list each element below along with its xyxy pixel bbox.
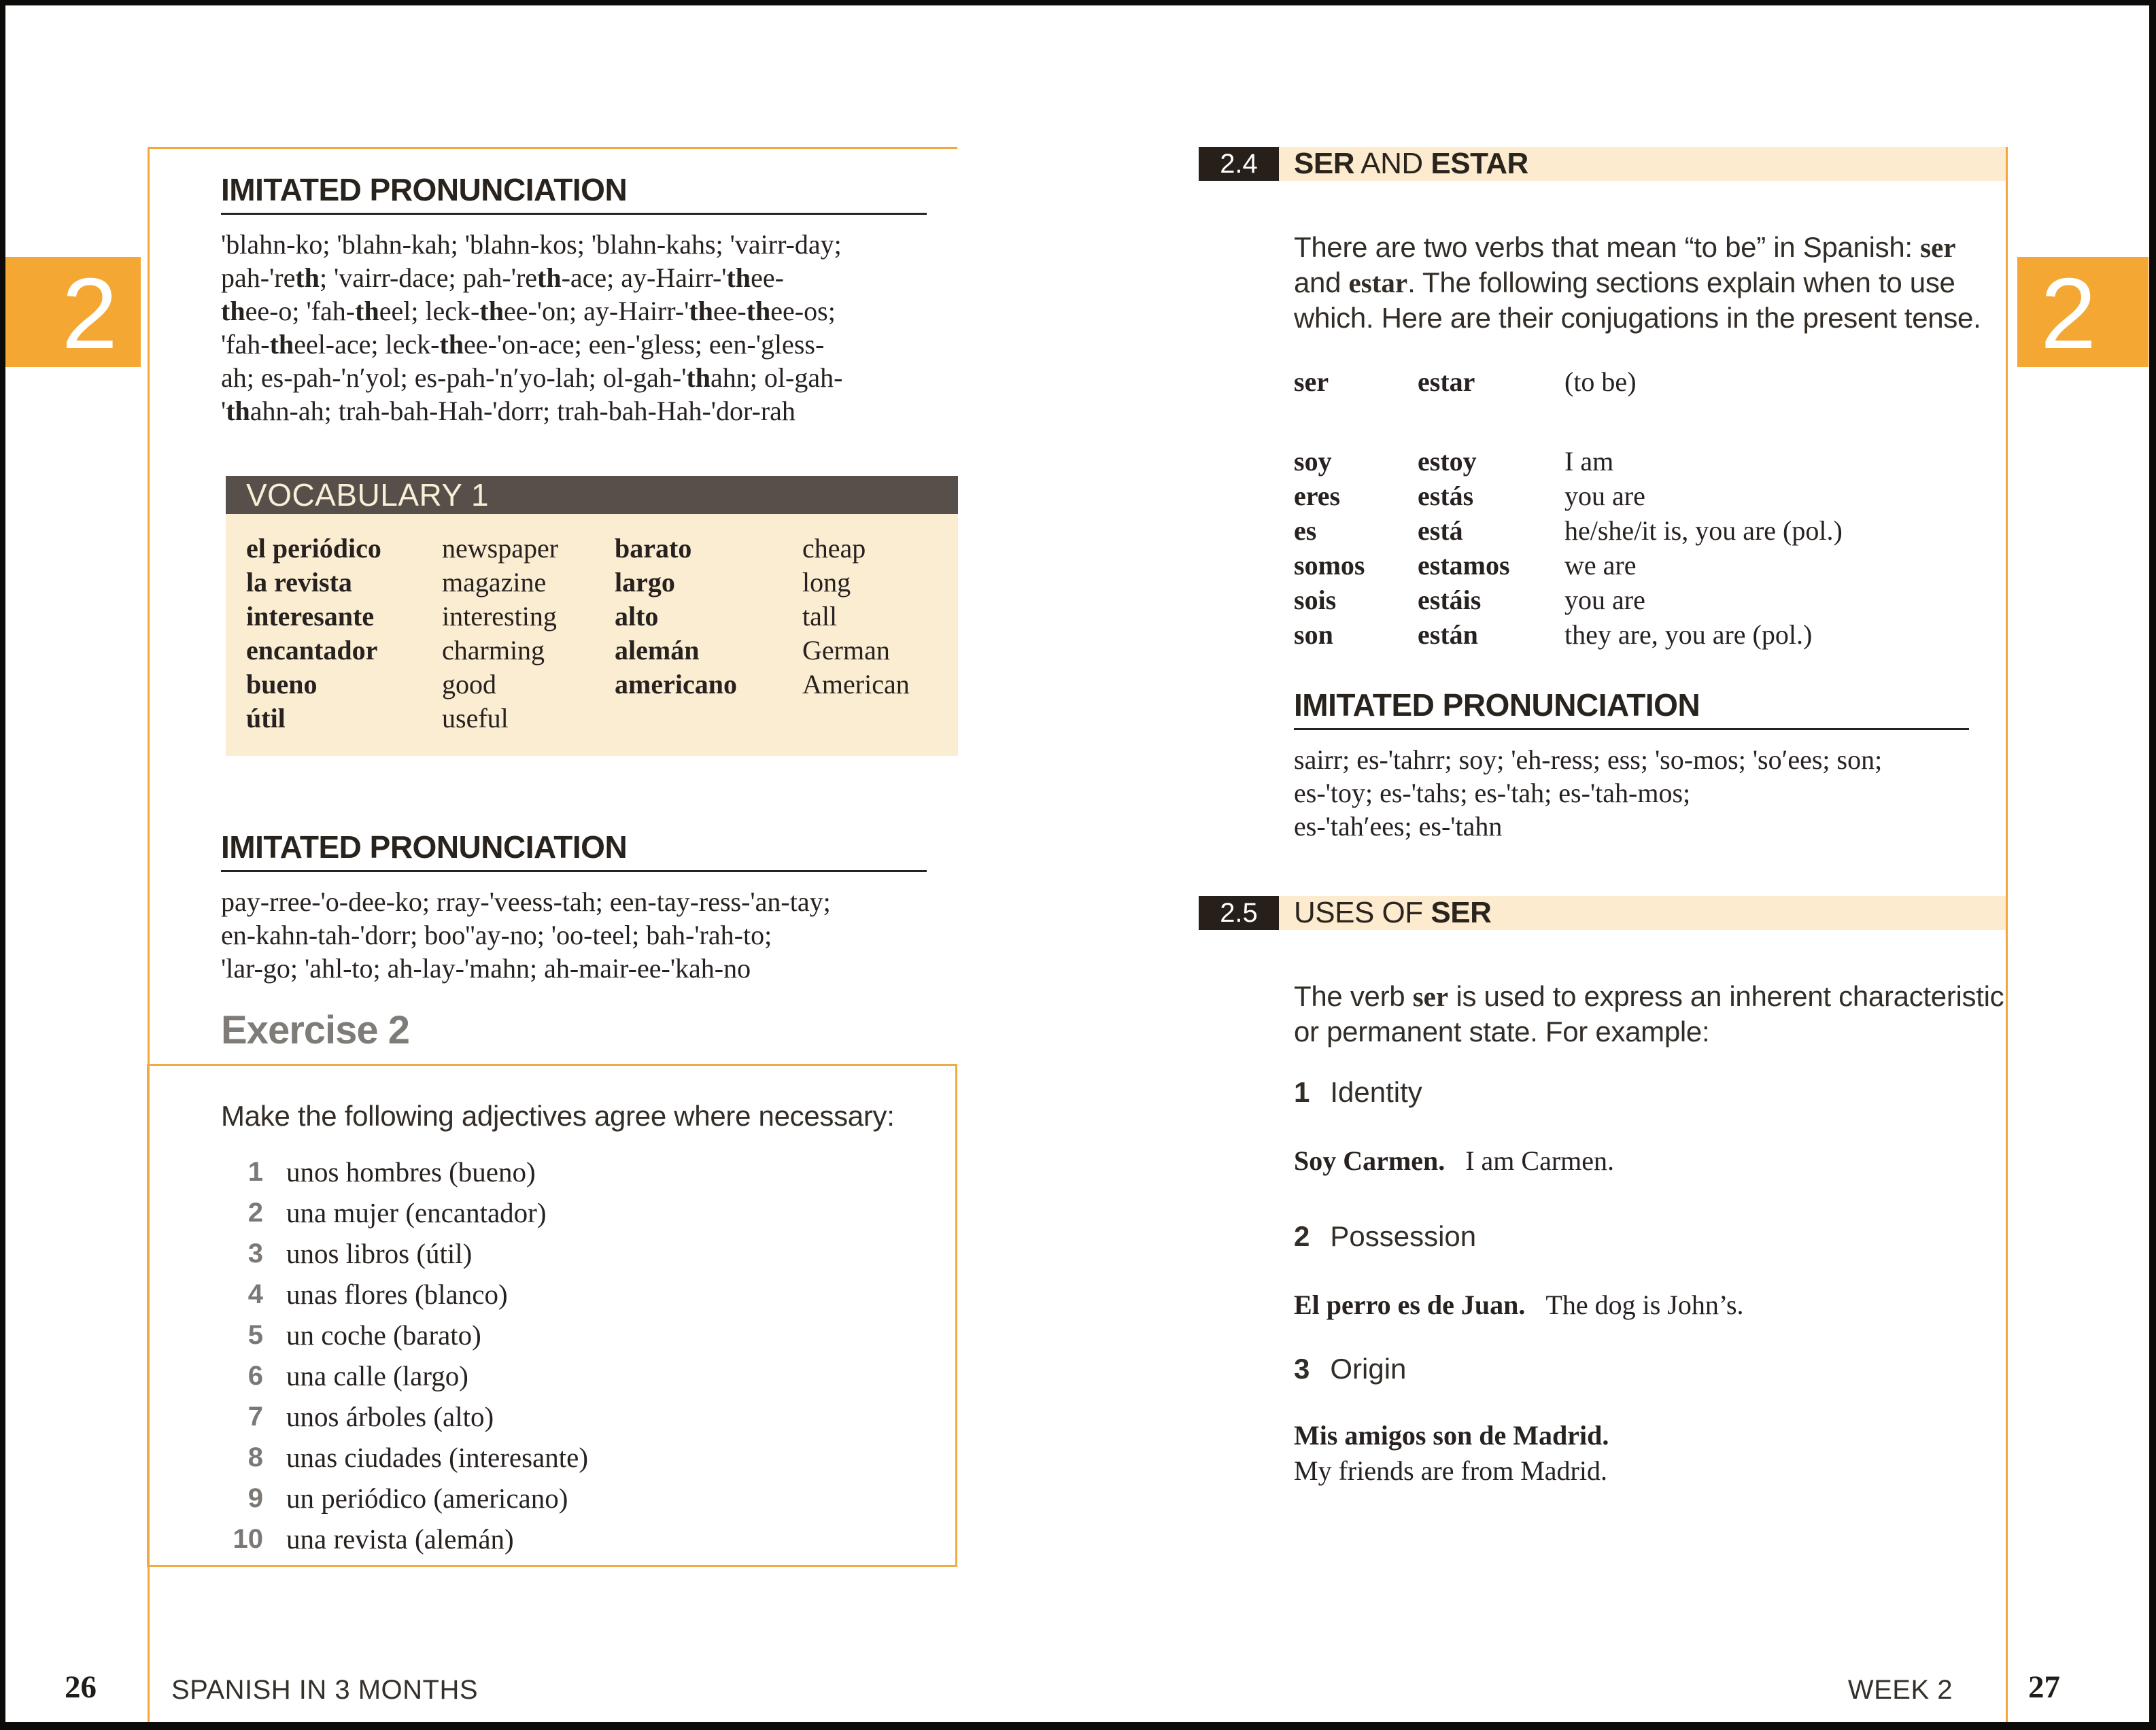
use-1-number: 1 — [1294, 1076, 1310, 1108]
conjugation-row: ser estar (to be) — [1294, 366, 1637, 397]
vocab-row: la revista magazine largo long — [246, 567, 851, 598]
exercise-item-list — [149, 1152, 955, 1559]
section-2-5-header-bar — [1199, 896, 2006, 930]
use-3-label — [1294, 1353, 1406, 1385]
conjugation-row: somos estamos we are — [1294, 550, 1637, 581]
exercise-item: 10 una revista (alemán) — [233, 1523, 514, 1555]
exercise-item: 3 unos libros (útil) — [247, 1238, 473, 1269]
chapter-tab-right: 2 — [2017, 257, 2149, 367]
vocab-row: el periódico newspaper barato cheap — [246, 533, 866, 564]
pronunciation-text-right: sairr; es-'tahrr; soy; 'eh-ress; ess; 'so-mos; 'so′ees; son; es-'toy; es-'tahs; es-'tah; es-'tah-mos; es-'tah′ees; es-'tahn — [1294, 744, 1883, 842]
running-footer-right: WEEK 2 — [1847, 1675, 1953, 1705]
exercise-item: 6 una calle (largo) — [247, 1360, 468, 1391]
running-footer-left: SPANISH IN 3 MONTHS — [171, 1675, 479, 1705]
section-2-5-number-badge: 2.5 — [1199, 896, 1279, 930]
use-1-text: Identity — [1330, 1076, 1422, 1108]
vocab-row: interesante interesting alto tall — [246, 601, 838, 632]
exercise-title: Exercise 2 — [221, 1008, 410, 1052]
use-1-example — [1294, 1145, 1614, 1177]
use-1-label — [1294, 1076, 1422, 1109]
vocab-row: encantador charming alemán German — [246, 635, 890, 665]
conjugation-row: eres estás you are — [1294, 481, 1645, 511]
vocab-row: bueno good americano American — [246, 669, 910, 699]
paper — [5, 5, 2149, 1722]
left-page-top-rule — [148, 147, 957, 149]
section-2-4-intro-paragraph: There are two verbs that mean “to be” in Spanish: ser and estar. The following sections explain when to use which. Here are their conjugations in the present tense. — [1294, 231, 1981, 334]
use-3-example-english: My friends are from Madrid. — [1294, 1455, 1607, 1486]
use-2-number: 2 — [1294, 1220, 1310, 1252]
conjugation-row: son están they are, you are (pol.) — [1294, 619, 1813, 650]
use-1-example-spanish: Soy Carmen. — [1294, 1145, 1445, 1176]
exercise-item: 5 un coche (barato) — [247, 1319, 481, 1351]
heading-underline — [221, 213, 927, 215]
use-2-text: Possession — [1330, 1220, 1477, 1252]
use-2-example-english: The dog is John’s. — [1545, 1290, 1744, 1320]
section-2-4-title: SER AND ESTAR — [1294, 147, 1528, 180]
use-3-example-spanish-line — [1294, 1419, 1629, 1451]
conjugation-header-row — [1294, 364, 2001, 399]
exercise-item: 4 unas flores (blanco) — [247, 1279, 508, 1310]
exercise-item: 9 un periódico (americano) — [247, 1483, 568, 1514]
use-2-example-spanish: El perro es de Juan. — [1294, 1290, 1526, 1320]
vocabulary-table — [226, 476, 958, 756]
use-1-example-english: I am Carmen. — [1465, 1145, 1615, 1176]
imitated-pronunciation-heading-1: IMITATED PRONUNCIATION — [221, 172, 628, 207]
section-2-5-title: USES OF SER — [1294, 896, 1492, 929]
vocab-row: útil useful — [246, 703, 509, 733]
page-number-left: 26 — [65, 1670, 97, 1705]
exercise-instructions: Make the following adjectives agree where necessary: — [221, 1100, 895, 1132]
section-2-4-header-bar — [1199, 147, 2006, 181]
right-page-vertical-rule — [2006, 147, 2008, 1722]
vocabulary-header: VOCABULARY 1 — [226, 476, 958, 514]
pronunciation-text-1: 'blahn-ko; 'blahn-kah; 'blahn-kos; 'blahn-kahs; 'vairr-day; pah-'reth; 'vairr-dace; pah-'reth-ace; ay-Hairr-'thee- thee-o; 'fah-theel; leck-thee-'on; ay-Hairr-'thee-thee-os; 'fah-theel-ace; leck-thee-'on-ace; een-'gless; een-'gless- ah; es-pah-'n′yol; es-pah-'n′yo-lah; ol-gah-'thahn; ol-gah- 'thahn-ah; trah-bah-Hah-'dorr; trah-bah-Hah-'dor-rah — [221, 229, 843, 426]
exercise-box — [147, 1064, 957, 1567]
exercise-item: 7 unos árboles (alto) — [247, 1401, 494, 1432]
pronunciation-text-2: pay-rree-'o-dee-ko; rray-'veess-tah; een-tay-ress-'an-tay; en-kahn-tah-'dorr; boo''ay-no; 'oo-teel; bah-'rah-to; 'lar-go; 'ahl-to; ah-lay-'mahn; ah-mair-ee-'kah-no — [221, 886, 831, 984]
imitated-pronunciation-heading-2: IMITATED PRONUNCIATION — [221, 829, 628, 865]
conjugation-table — [1294, 444, 2001, 652]
heading-underline — [221, 870, 927, 872]
use-3-example-english-line — [1294, 1455, 1607, 1487]
use-3-text: Origin — [1330, 1353, 1407, 1385]
use-2-example — [1294, 1289, 1744, 1321]
use-3-number: 3 — [1294, 1353, 1310, 1385]
page-number-right: 27 — [2028, 1670, 2060, 1705]
conjugation-row: es está he/she/it is, you are (pol.) — [1294, 515, 1843, 546]
exercise-item: 8 unas ciudades (interesante) — [247, 1442, 588, 1473]
exercise-item: 2 una mujer (encantador) — [247, 1197, 547, 1228]
conjugation-row: soy estoy I am — [1294, 446, 1614, 477]
heading-underline — [1294, 728, 1969, 730]
conjugation-row: sois estáis you are — [1294, 585, 1645, 615]
section-2-4-number-badge: 2.4 — [1199, 147, 1279, 181]
chapter-tab-left: 2 — [5, 257, 141, 367]
section-2-5-intro-paragraph: The verb ser is used to express an inherent characteristic or permanent state. For example: — [1294, 980, 2004, 1048]
vocabulary-body — [226, 514, 958, 756]
use-2-label — [1294, 1220, 1476, 1253]
imitated-pronunciation-heading-right: IMITATED PRONUNCIATION — [1294, 687, 1700, 723]
exercise-item: 1 unos hombres (bueno) — [247, 1156, 536, 1188]
use-3-example-spanish: Mis amigos son de Madrid. — [1294, 1420, 1609, 1451]
